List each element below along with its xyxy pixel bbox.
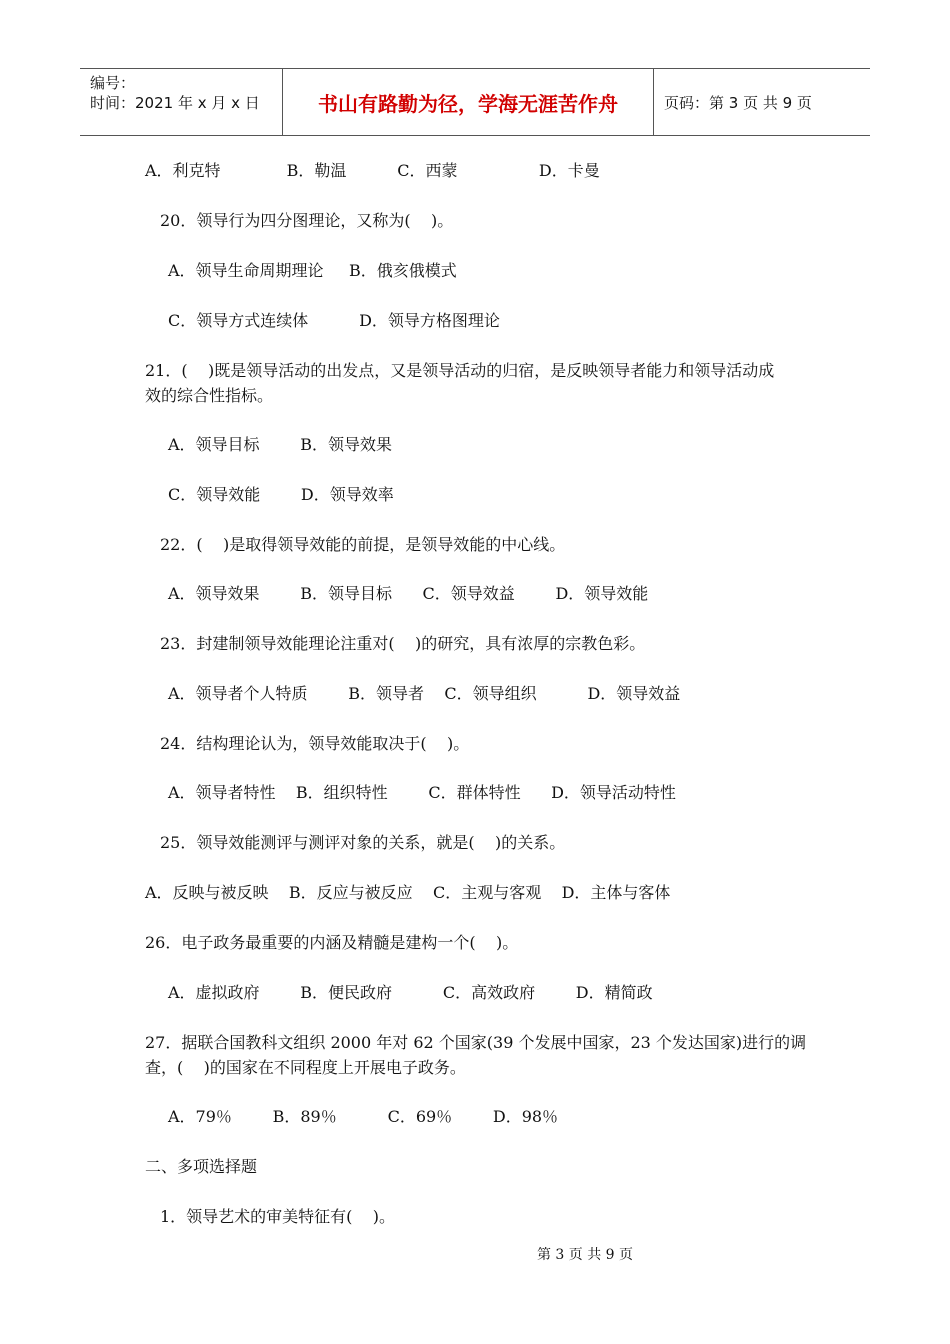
- number-label: 编号：: [90, 74, 136, 92]
- header-meta: [80, 69, 282, 135]
- question-27-line2: 查，( )的国家在不同程度上开展电子政务。: [145, 1058, 466, 1077]
- options-q26: A．虚拟政府 B．便民政府 C．高效政府 D．精简政: [168, 983, 653, 1002]
- options-q22: A．领导效果 B．领导目标 C．领导效益 D．领导效能: [168, 584, 649, 603]
- options-q20-row2: C．领导方式连续体 D．领导方格图理论: [168, 311, 500, 330]
- question-27-line1: 27．据联合国教科文组织 2000 年对 62 个国家(39 个发展中国家，23 个发达国家)进行的调: [145, 1033, 807, 1052]
- options-q20-row1: A．领导生命周期理论 B．俄亥俄模式: [168, 261, 457, 280]
- options-q25: A．反映与被反映 B．反应与被反应 C．主观与客观 D．主体与客体: [145, 883, 671, 902]
- options-q21-row1: A．领导目标 B．领导效果: [168, 435, 393, 454]
- page-header: [80, 68, 870, 136]
- page-footer: 第 3 页 共 9 页: [536, 1247, 634, 1263]
- question-21-line2: 效的综合性指标。: [145, 386, 274, 405]
- question-22: 22．( )是取得领导效能的前提，是领导效能的中心线。: [160, 535, 566, 554]
- header-motto: 书山有路勤为径，学海无涯苦作舟: [282, 69, 654, 135]
- question-25: 25．领导效能测评与测评对象的关系，就是( )的关系。: [160, 833, 566, 852]
- options-q19: A．利克特 B．勒温 C．西蒙 D．卡曼: [145, 161, 600, 180]
- question-21-line1: 21．( )既是领导活动的出发点，又是领导活动的归宿，是反映领导者能力和领导活动成: [145, 361, 775, 380]
- question-26: 26．电子政务最重要的内涵及精髓是建构一个( )。: [145, 933, 519, 952]
- options-q21-row2: C．领导效能 D．领导效率: [168, 485, 394, 504]
- question-23: 23．封建制领导效能理论注重对( )的研究，具有浓厚的宗教色彩。: [160, 634, 646, 653]
- section-title-multiple-choice: 二、多项选择题: [145, 1157, 258, 1176]
- question-24: 24．结构理论认为，领导效能取决于( )。: [160, 734, 470, 753]
- options-q23: A．领导者个人特质 B．领导者 C．领导组织 D．领导效益: [168, 684, 681, 703]
- options-q27: A．79％ B．89％ C．69％ D．98％: [168, 1107, 559, 1126]
- header-page-info: 页码：第 3 页 共 9 页: [664, 93, 812, 112]
- time-label: 时间：2021 年 x 月 x 日: [90, 94, 260, 112]
- options-q24: A．领导者特性 B．组织特性 C．群体特性 D．领导活动特性: [168, 783, 676, 802]
- question-m1: 1．领导艺术的审美特征有( )。: [160, 1207, 396, 1226]
- question-20: 20．领导行为四分图理论，又称为( )。: [160, 211, 454, 230]
